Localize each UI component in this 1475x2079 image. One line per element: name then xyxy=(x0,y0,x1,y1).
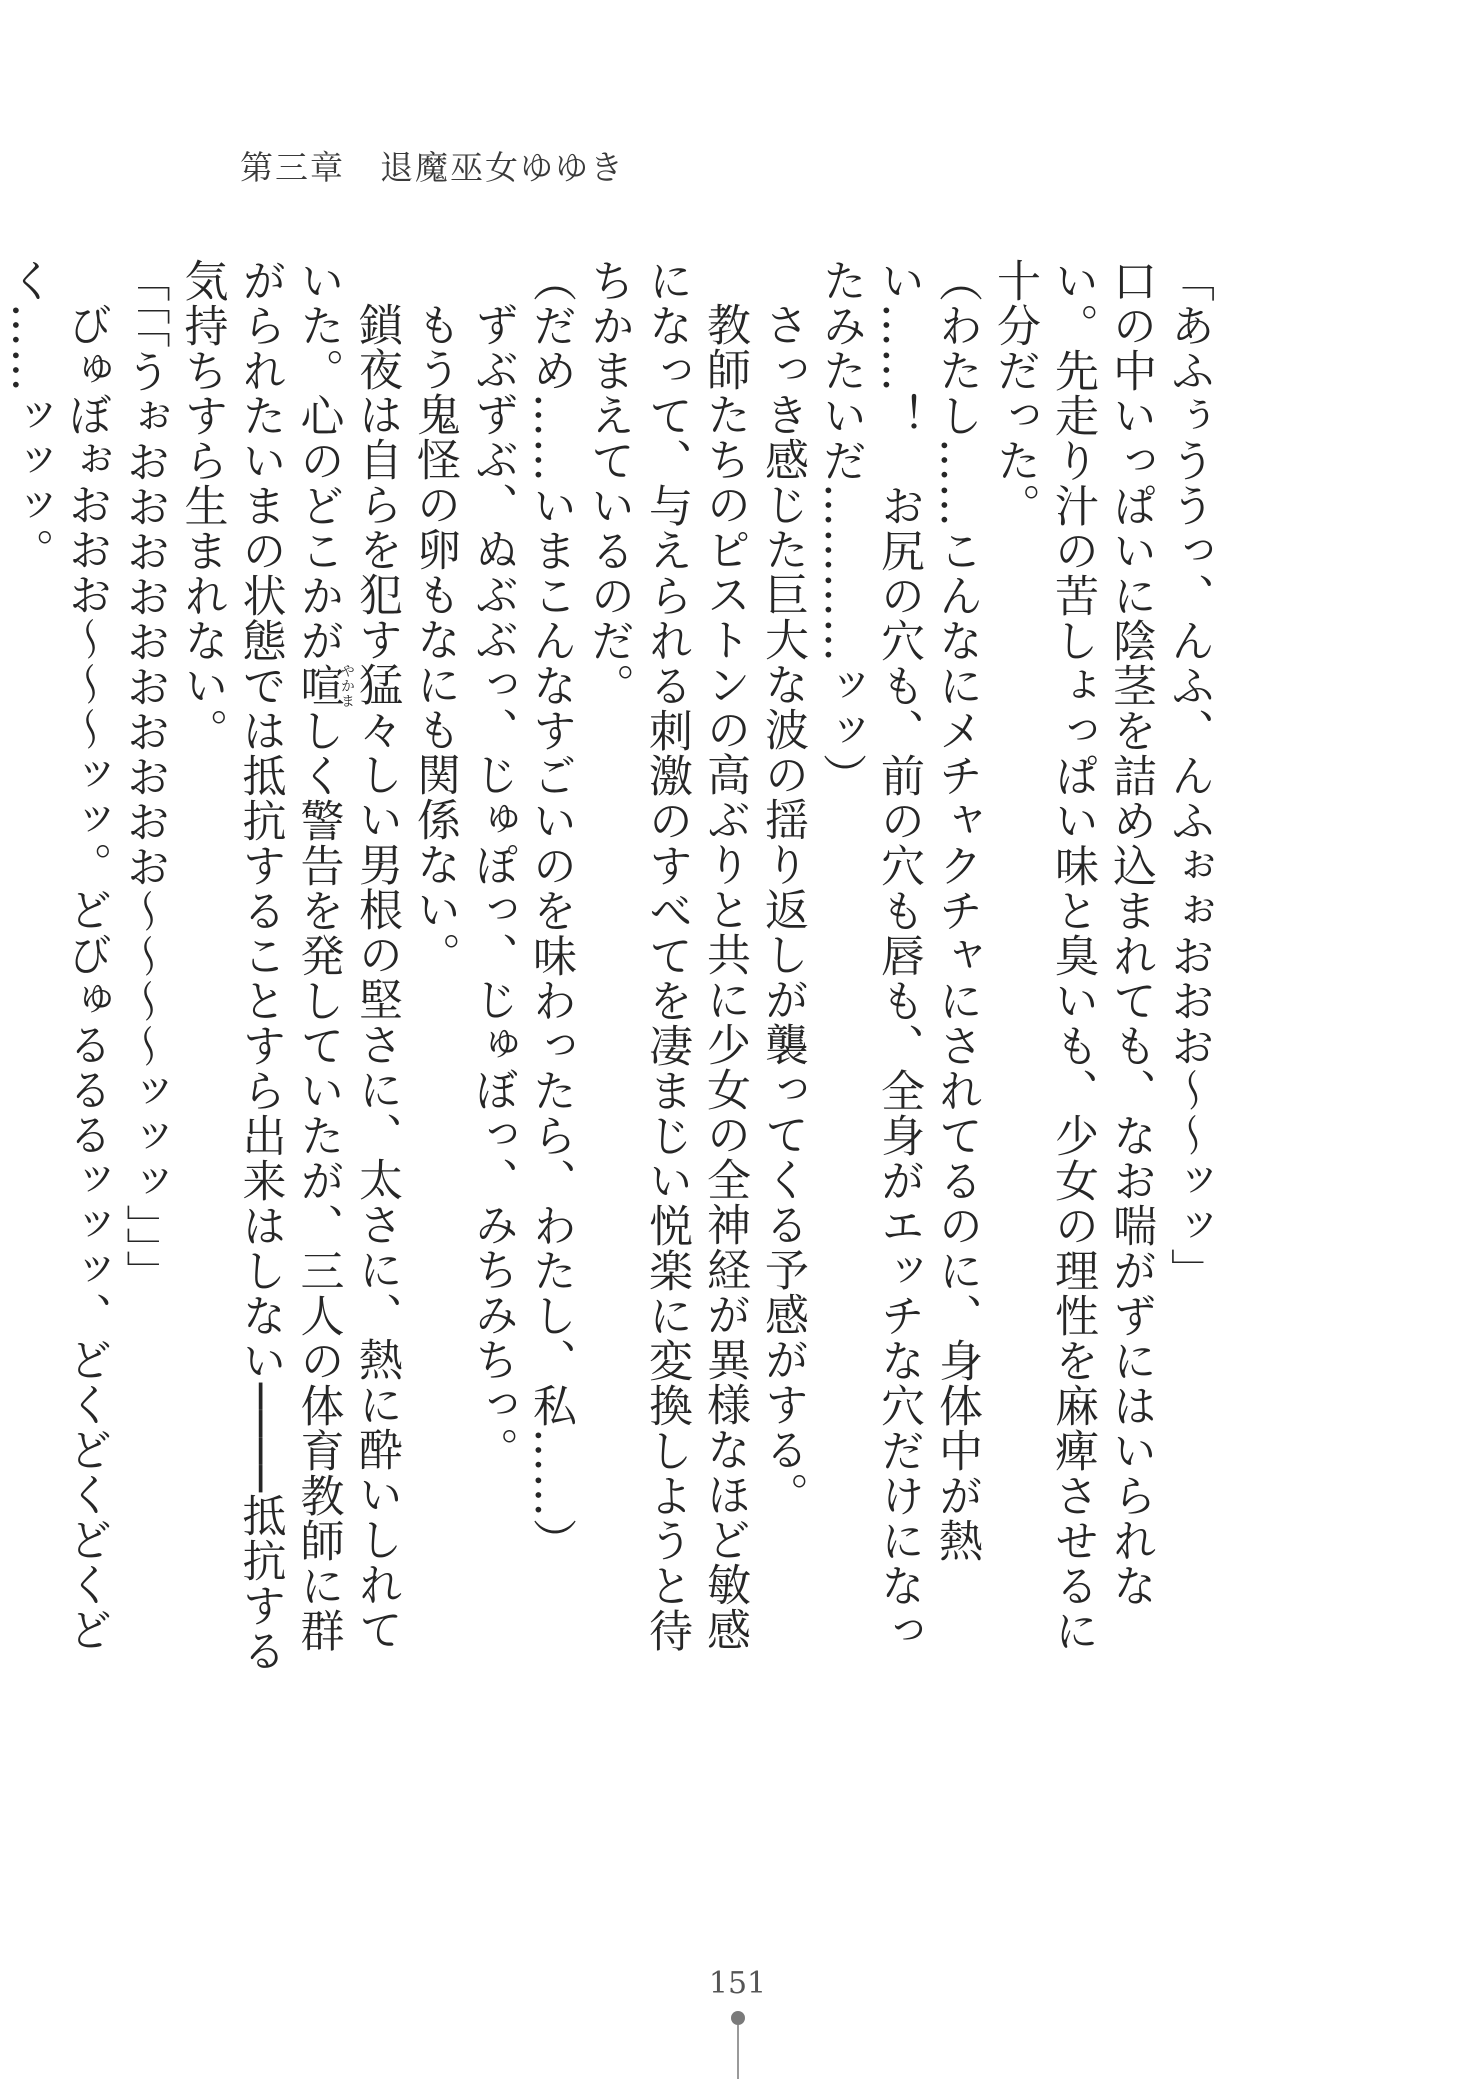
paragraph: （わたし……こんなにメチャクチャにされてるのに、身体中が熱い……！ お尻の穴も、前の穴も唇も、全身がエッチな穴だけになったみたいだ…………ッッ） xyxy=(815,258,982,1653)
folio-line xyxy=(737,2025,739,2079)
paragraph-with-ruby xyxy=(173,258,406,1678)
paragraph-text-after-ruby: しく警告を発していたが、三人の体育教師に群がられたいまの状態では抵抗することすら出来はしない────抵抗する気持ちすら生まれない。 xyxy=(176,258,344,1673)
paragraph: 教師たちのピストンの高ぶりと共に少女の全神経が異様なほど敏感になって、与えられる刺激のすべてを凄まじい悦楽に変換しようと待ちかまえているのだ。 xyxy=(583,258,750,1653)
paragraph-text-before-ruby: 鎖夜は自らを犯す猛々しい男根の堅さに、太さに、熱に酔いしれていた。心のどこかが xyxy=(292,258,402,1652)
paragraph: びゅぼぉおおお〜〜〜ッッ。どびゅるるるッッッ、どくどくどくどく……ッッッ。 xyxy=(2,258,112,1652)
page-number: 151 xyxy=(708,1966,767,2001)
paragraph: 「「「うぉおおおおおおおおおお〜〜〜〜ッッッ」」」 xyxy=(118,258,170,1295)
paragraph: （だめ……いまこんなすごいのを味わったら、わたし、私……） xyxy=(525,258,576,1563)
chapter-running-header: 第三章 退魔巫女ゆゆき xyxy=(240,148,625,187)
vertical-body-text xyxy=(0,258,1217,1678)
paragraph: ずぶずぶ、ぬぶぶっ、じゅぽっ、じゅぼっ、みちみちっ。 xyxy=(467,302,518,1472)
paragraph: もう鬼怪の卵もなにも関係ない。 xyxy=(409,302,460,977)
ruby-base: 喧 xyxy=(292,663,344,708)
ruby-annotation xyxy=(292,663,355,708)
paragraph: 口の中いっぱいに陰茎を詰め込まれても、なお喘がずにはいられない。先走り汁の苦しょっぱい味と臭いも、少女の理性を麻痺させるに十分だった。 xyxy=(989,258,1156,1653)
paragraph: さっき感じた巨大な波の揺り返しが襲ってくる予感がする。 xyxy=(757,302,808,1517)
folio-ornament xyxy=(731,2011,745,2079)
folio-dot-icon xyxy=(731,2011,745,2025)
paragraph: 「あふぅううっ、んふ、んふぉぉおおお〜〜ッッ」 xyxy=(1163,258,1214,1293)
ruby-reading: やかま xyxy=(339,663,355,708)
